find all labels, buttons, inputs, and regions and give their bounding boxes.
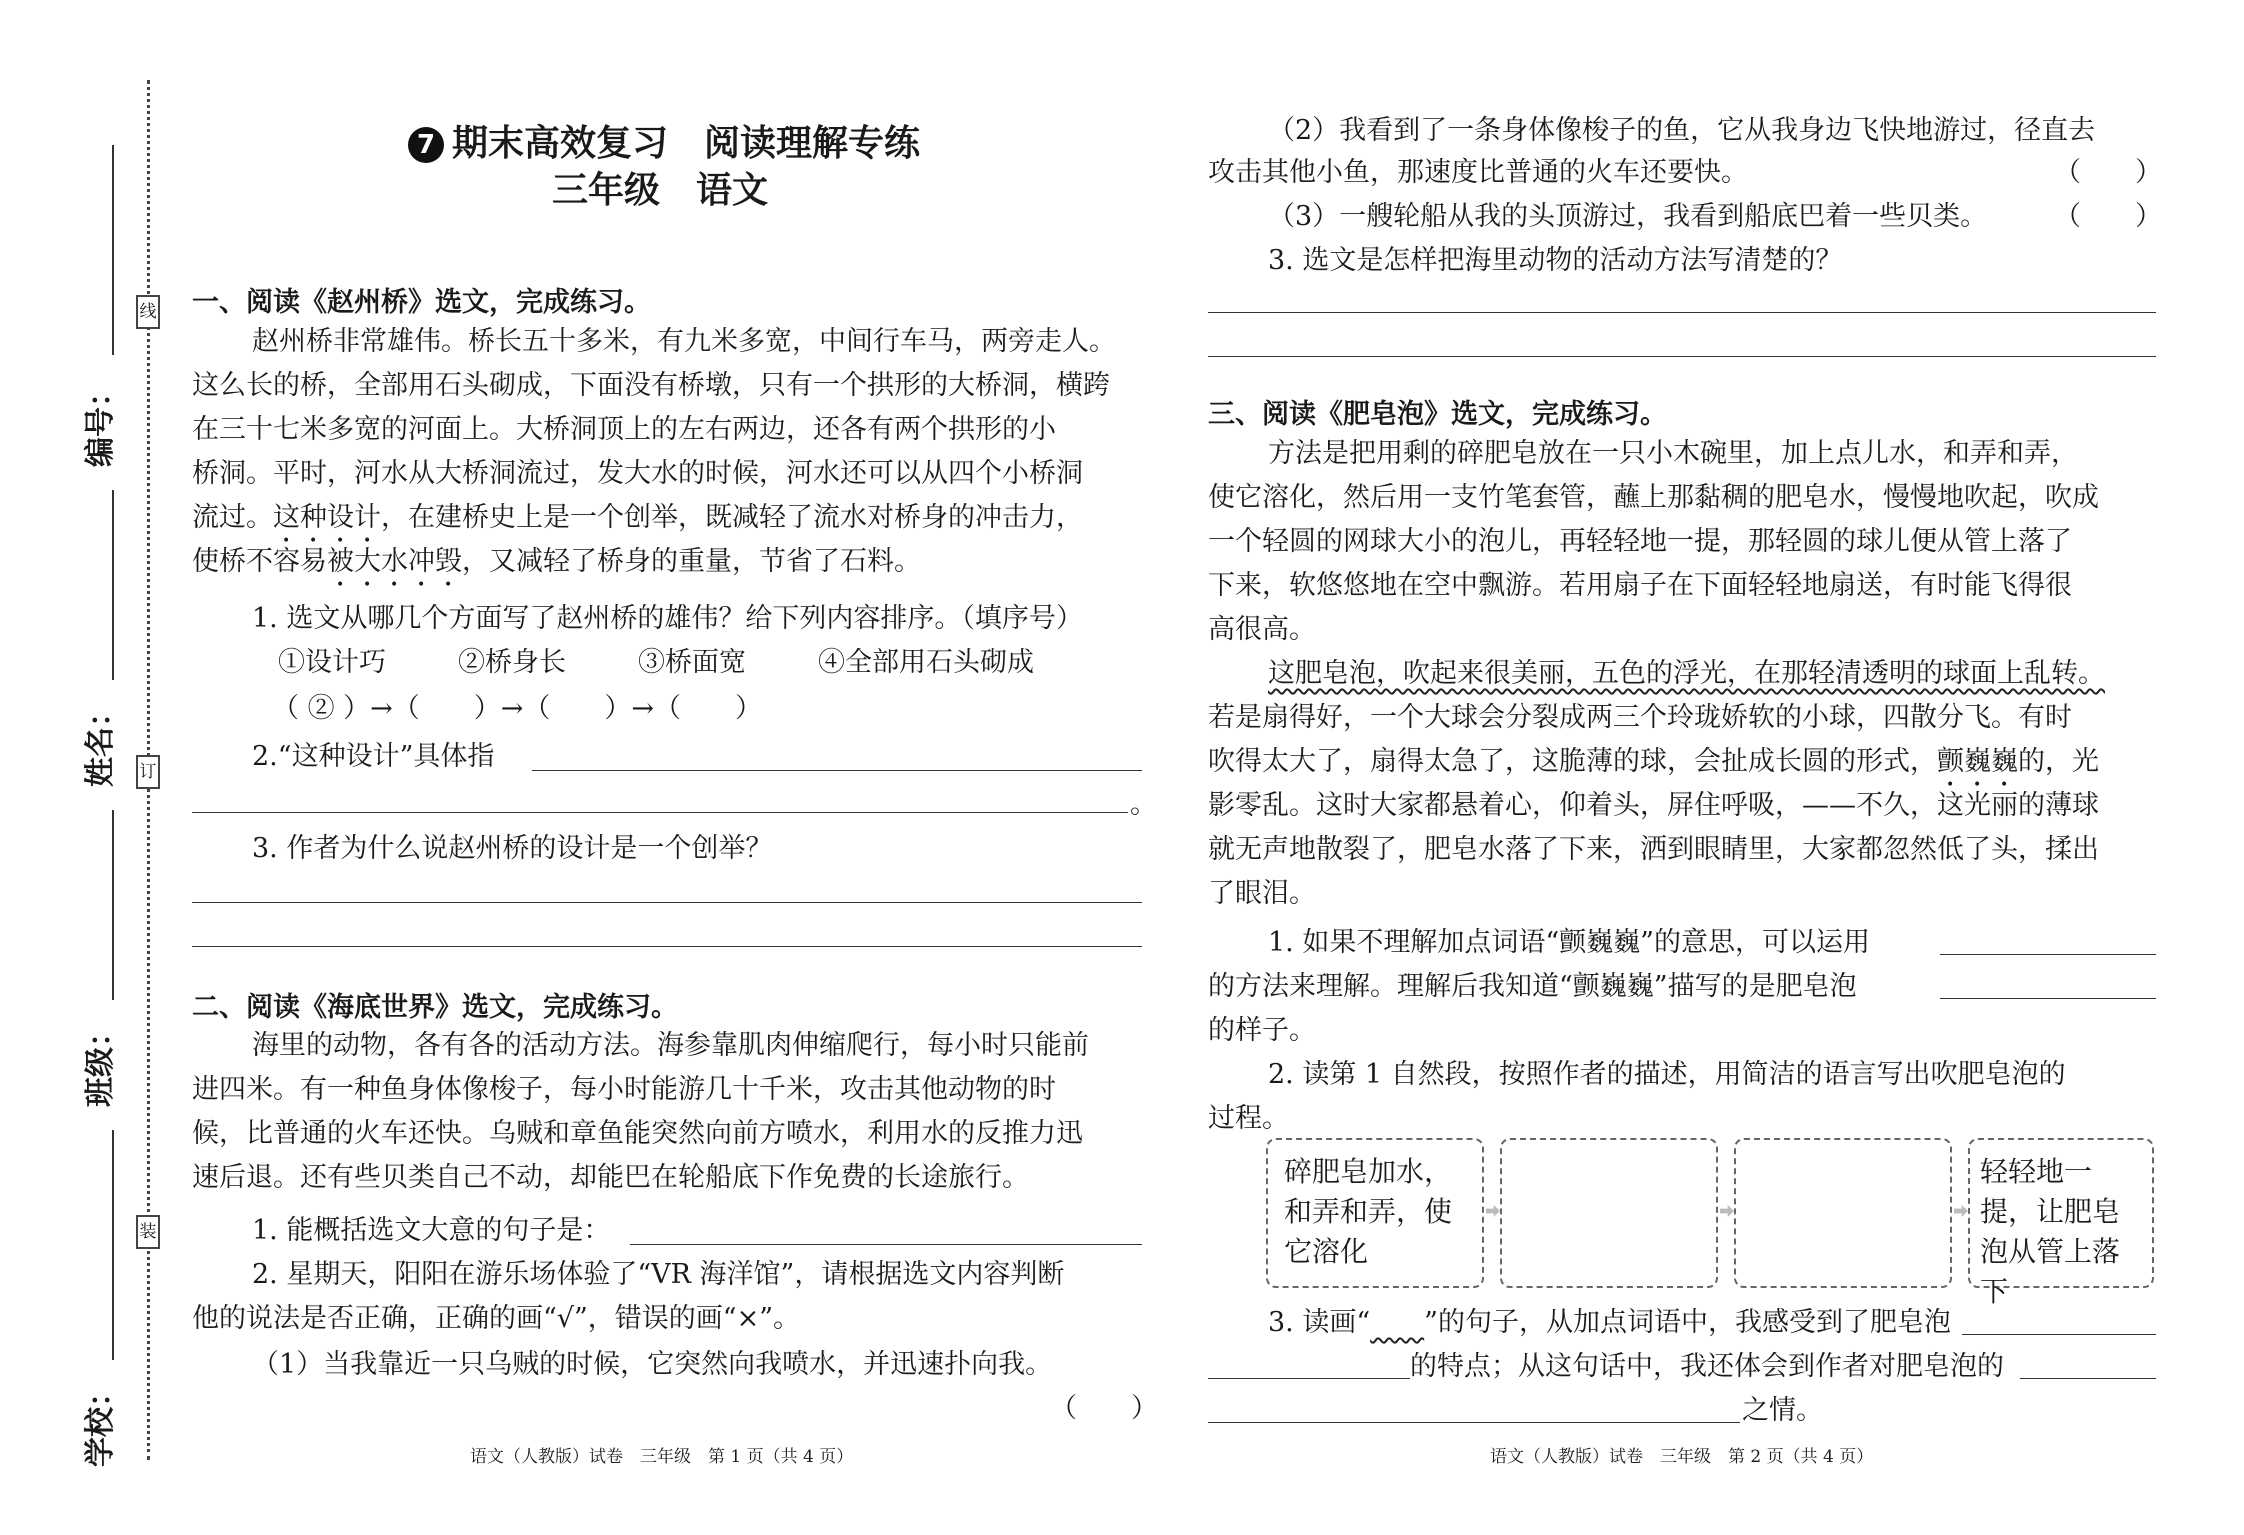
sec2-line-2: 进四米。有一种鱼身体像梭子，每小时能游几十千米，攻击其他动物的时: [192, 1074, 1056, 1105]
sec3-q2-line1: 2. 读第 1 自然段，按照作者的描述，用简洁的语言写出吹肥皂泡的: [1268, 1059, 2066, 1090]
field-line-school[interactable]: [112, 1130, 114, 1360]
fold-mark-xian: 线: [136, 295, 160, 329]
sec3-q1-line3: 的样子。: [1208, 1015, 1316, 1046]
sec3-para2-line3: 影零乱。这时大家都悬着心，仰着头，屏住呼吸，——不久，这光丽的薄球: [1208, 790, 2099, 821]
answer-line[interactable]: [2020, 1378, 2156, 1379]
field-label-number: 编号：: [83, 377, 118, 467]
sec1-q2-end: 。: [1130, 789, 1157, 820]
sec1-line-1: 赵州桥非常雄伟。桥长五十多米，有九米多宽，中间行车马，两旁走人。: [252, 326, 1116, 357]
judge-paren-2[interactable]: （ ）: [2054, 157, 2162, 188]
sec1-q1-option4: ④全部用石头砌成: [818, 647, 1034, 678]
sec2-q1: 1. 能概括选文大意的句子是：: [252, 1215, 611, 1246]
field-label-name: 姓名：: [83, 697, 118, 787]
sec1-line-6: 使桥不容易被大水冲毁，又减轻了桥身的重量，节省了石料。: [192, 546, 921, 577]
judge-paren-1[interactable]: （ ）: [1050, 1393, 1158, 1424]
number-badge: 7: [408, 127, 444, 163]
wavy-mark-sample: [1370, 1307, 1424, 1338]
sec2-line-4: 速后退。还有些贝类自己不动，却能巴在轮船底下作免费的长途旅行。: [192, 1162, 1029, 1193]
flow-step-2[interactable]: [1500, 1138, 1718, 1288]
answer-line[interactable]: [630, 1244, 1142, 1245]
wavy-sentence: 这肥皂泡，吹起来很美丽，五色的浮光，在那轻清透明的球面上乱转。: [1268, 658, 2105, 689]
sec3-q3-line1: 3. 读画“ ”的句子，从加点词语中，我感受到了肥皂泡: [1268, 1307, 1951, 1338]
sec1-q2: 2.“这种设计”具体指: [252, 741, 495, 772]
sec2-q3: 3. 选文是怎样把海里动物的活动方法写清楚的？: [1268, 245, 1843, 276]
title-line1: 期末高效复习 阅读理解专练: [452, 123, 921, 164]
sec3-para1-line2: 使它溶化，然后用一支竹笔套管，蘸上那黏稠的肥皂水，慢慢地吹起，吹成: [1208, 482, 2099, 513]
sec1-q1-answer[interactable]: （ ② ）→（ ）→（ ）→（ ）: [272, 693, 763, 724]
answer-line[interactable]: [192, 902, 1142, 903]
dotted-phrase: 这种设计: [273, 502, 381, 533]
field-line-number[interactable]: [112, 145, 114, 355]
sec1-q3: 3. 作者为什么说赵州桥的设计是一个创举？: [252, 833, 773, 864]
section2-heading: 二、阅读《海底世界》选文，完成练习。: [192, 992, 678, 1023]
arrow-icon: [1954, 1205, 1968, 1217]
sec2-line-1: 海里的动物，各有各的活动方法。海参靠肌肉伸缩爬行，每小时只能前: [252, 1030, 1089, 1061]
sec2-q2-line2: 他的说法是否正确，正确的画“√”，错误的画“×”。: [192, 1303, 801, 1334]
answer-line[interactable]: [1940, 998, 2156, 999]
sec1-q1-option3: ③桥面宽: [638, 647, 746, 678]
arrow-icon: [1720, 1205, 1734, 1217]
sec1-line-5: 流过。这种设计，在建桥史上是一个创举，既减轻了流水对桥身的冲击力，: [192, 502, 1083, 533]
fold-mark-ding: 订: [136, 755, 160, 789]
answer-line[interactable]: [1962, 1334, 2156, 1335]
sec2-q2-item2-line1: （2）我看到了一条身体像梭子的鱼，它从我身边飞快地游过，径直去: [1268, 115, 2096, 146]
title-line2: 三年级 语文: [552, 170, 769, 211]
sec1-q1-option2: ②桥身长: [458, 647, 566, 678]
sec3-q2-line2: 过程。: [1208, 1103, 1289, 1134]
sec2-q2-line1: 2. 星期天，阳阳在游乐场体验了“VR 海洋馆”，请根据选文内容判断: [252, 1259, 1065, 1290]
sec1-line-2: 这么长的桥，全部用石头砌成，下面没有桥墩，只有一个拱形的大桥洞，横跨: [192, 370, 1110, 401]
field-line-name[interactable]: [112, 490, 114, 680]
sec3-para2-line1: 若是扇得好，一个大球会分裂成两三个玲珑娇软的小球，四散分飞。有时: [1208, 702, 2072, 733]
answer-line[interactable]: [192, 812, 1128, 813]
answer-line[interactable]: [532, 770, 1142, 771]
section3-heading: 三、阅读《肥皂泡》选文，完成练习。: [1208, 399, 1667, 430]
sec3-q1-line1: 1. 如果不理解加点词语“颤巍巍”的意思，可以运用: [1268, 927, 1870, 958]
field-label-school: 学校：: [83, 1377, 118, 1467]
sec3-para1-line1: 方法是把用剩的碎肥皂放在一只小木碗里，加上点儿水，和弄和弄，: [1268, 438, 2078, 469]
arrow-icon: [1486, 1205, 1500, 1217]
page-title: [408, 115, 920, 166]
field-line-class[interactable]: [112, 810, 114, 1000]
answer-line[interactable]: [1208, 312, 2156, 313]
flow-step-4: 轻轻地一提，让肥皂泡从管上落下: [1968, 1138, 2154, 1288]
sec3-para2-line5: 了眼泪。: [1208, 878, 1316, 909]
flow-step-1: 碎肥皂加水，和弄和弄，使它溶化: [1266, 1138, 1484, 1288]
sec3-para1-line5: 高很高。: [1208, 614, 1316, 645]
fold-mark-zhuang: 装: [136, 1215, 160, 1249]
binding-strip: [0, 0, 170, 1535]
field-label-class: 班级：: [83, 1017, 118, 1107]
sec1-q1-option1: ①设计巧: [278, 647, 386, 678]
sec2-q2-item3: （3）一艘轮船从我的头顶游过，我看到船底巴着一些贝类。: [1268, 201, 1988, 232]
judge-paren-3[interactable]: （ ）: [2054, 201, 2162, 232]
sec3-para1-line3: 一个轻圆的网球大小的泡儿，再轻轻地一提，那轻圆的球儿便从管上落了: [1208, 526, 2072, 557]
sec1-line-4: 桥洞。平时，河水从大桥洞流过，发大水的时候，河水还可以从四个小桥洞: [192, 458, 1083, 489]
dotted-phrase: 被大水冲毁: [327, 546, 462, 577]
sec3-para2-line2: 吹得太大了，扇得太急了，这脆薄的球，会扯成长圆的形式，颤巍巍的，光: [1208, 746, 2099, 777]
footer-left: 语文（人教版）试卷 三年级 第 1 页（共 4 页）: [470, 1447, 854, 1467]
dotted-phrase: 颤巍巍: [1937, 746, 2018, 777]
sec3-para1-line4: 下来，软悠悠地在空中飘游。若用扇子在下面轻轻地扇送，有时能飞得很: [1208, 570, 2072, 601]
answer-line[interactable]: [1208, 1422, 1740, 1423]
answer-line[interactable]: [1208, 1378, 1410, 1379]
section1-heading: 一、阅读《赵州桥》选文，完成练习。: [192, 287, 651, 318]
flow-step-3[interactable]: [1734, 1138, 1952, 1288]
sec2-line-3: 候，比普通的火车还快。乌贼和章鱼能突然向前方喷水，利用水的反推力迅: [192, 1118, 1083, 1149]
sec1-line-3: 在三十七米多宽的河面上。大桥洞顶上的左右两边，还各有两个拱形的小: [192, 414, 1056, 445]
sec2-q2-item1: （1）当我靠近一只乌贼的时候，它突然向我喷水，并迅速扑向我。: [252, 1349, 1053, 1380]
answer-line[interactable]: [1940, 954, 2156, 955]
answer-line[interactable]: [1208, 356, 2156, 357]
footer-right: 语文（人教版）试卷 三年级 第 2 页（共 4 页）: [1490, 1447, 1874, 1467]
sec3-q3-line3: 之情。: [1742, 1395, 1823, 1426]
answer-line[interactable]: [192, 946, 1142, 947]
sec2-q2-item2-line2: 攻击其他小鱼，那速度比普通的火车还要快。: [1208, 157, 1748, 188]
sec3-q1-line2: 的方法来理解。理解后我知道“颤巍巍”描写的是肥皂泡: [1208, 971, 1857, 1002]
sec1-q1: 1. 选文从哪几个方面写了赵州桥的雄伟？给下列内容排序。（填序号）: [252, 603, 1083, 634]
sec3-q3-line2: 的特点；从这句话中，我还体会到作者对肥皂泡的: [1410, 1351, 2004, 1382]
sec3-para2-line4: 就无声地散裂了，肥皂水落了下来，洒到眼睛里，大家都忽然低了头，揉出: [1208, 834, 2099, 865]
